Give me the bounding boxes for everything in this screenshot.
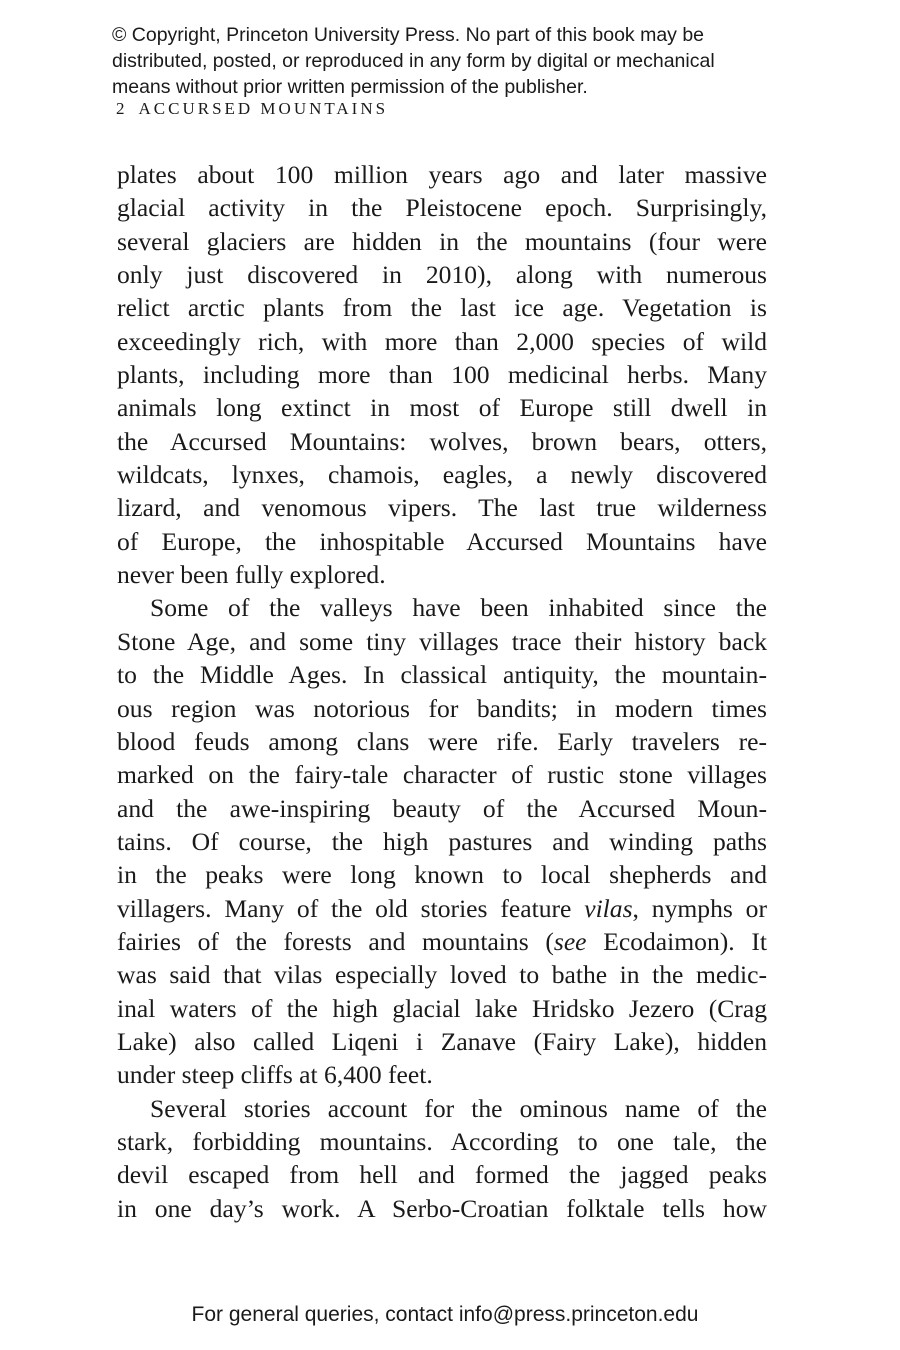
text-line: Stone Age, and some tiny villages trace their history back bbox=[117, 626, 767, 656]
text-line: glacial activity in the Pleistocene epoch. Surprisingly, bbox=[117, 193, 767, 223]
text-line: exceedingly rich, with more than 2,000 species of wild bbox=[117, 326, 767, 356]
running-head-title: ACCURSED MOUNTAINS bbox=[138, 99, 389, 118]
text-line: was said that vilas especially loved to bathe in the medic- bbox=[117, 960, 767, 990]
text-line: Several stories account for the ominous name of the bbox=[150, 1093, 767, 1123]
text-line: the Accursed Mountains: wolves, brown bears, otters, bbox=[117, 426, 767, 456]
footer-contact: For general queries, contact info@press.princeton.edu bbox=[191, 1303, 699, 1326]
text-segment: Ecodaimon). It bbox=[586, 926, 767, 956]
text-line: to the Middle Ages. In classical antiquity, the mountain- bbox=[117, 660, 767, 690]
text-line: Some of the valleys have been inhabited since the bbox=[150, 593, 767, 623]
italic-term: vilas bbox=[584, 893, 633, 923]
text-line: several glaciers are hidden in the mountains (four were bbox=[117, 226, 767, 256]
copyright-notice bbox=[112, 22, 812, 100]
text-line: animals long extinct in most of Europe still dwell in bbox=[117, 393, 767, 423]
paragraph-3 bbox=[117, 1092, 767, 1225]
text-line: inal waters of the high glacial lake Hridsko Jezero (Crag bbox=[117, 993, 767, 1023]
text-line: stark, forbidding mountains. According to one tale, the bbox=[117, 1126, 767, 1156]
paragraph-1 bbox=[117, 158, 767, 591]
text-line: marked on the fairy-tale character of rustic stone villages bbox=[117, 760, 767, 790]
text-line: in one day’s work. A Serbo-Croatian folktale tells how bbox=[117, 1193, 767, 1223]
text-line: blood feuds among clans were rife. Early travelers re- bbox=[117, 726, 767, 756]
text-line: only just discovered in 2010), along with numerous bbox=[117, 260, 767, 290]
text-line: tains. Of course, the high pastures and winding paths bbox=[117, 826, 767, 856]
text-line: Lake) also called Liqeni i Zanave (Fairy Lake), hidden bbox=[117, 1026, 767, 1056]
running-head bbox=[116, 99, 388, 119]
text-segment: , nymphs or bbox=[632, 893, 767, 923]
text-line bbox=[117, 892, 767, 925]
text-line: never been fully explored. bbox=[117, 560, 386, 590]
text-line: in the peaks were long known to local shepherds and bbox=[117, 860, 767, 890]
text-line: relict arctic plants from the last ice age. Vegetation is bbox=[117, 293, 767, 323]
text-line: of Europe, the inhospitable Accursed Mountains have bbox=[117, 526, 767, 556]
text-line: devil escaped from hell and formed the jagged peaks bbox=[117, 1160, 767, 1190]
text-line bbox=[117, 925, 767, 958]
text-line: lizard, and venomous vipers. The last true wilderness bbox=[117, 493, 767, 523]
text-line: wildcats, lynxes, chamois, eagles, a newly discovered bbox=[117, 460, 767, 490]
page-number: 2 bbox=[116, 99, 125, 118]
text-line: ous region was notorious for bandits; in modern times bbox=[117, 693, 767, 723]
paragraph-2 bbox=[117, 591, 767, 1091]
text-line: plates about 100 million years ago and later massive bbox=[117, 160, 767, 189]
text-line: and the awe-inspiring beauty of the Accursed Moun- bbox=[117, 793, 767, 823]
body-text bbox=[117, 158, 767, 1225]
copyright-line: © Copyright, Princeton University Press. No part of this book may be bbox=[112, 24, 705, 46]
text-line: plants, including more than 100 medicinal herbs. Many bbox=[117, 360, 767, 390]
text-segment: fairies of the forests and mountains ( bbox=[117, 926, 554, 956]
text-segment: villagers. Many of the old stories feature bbox=[117, 893, 585, 923]
cross-reference-see: see bbox=[553, 926, 587, 956]
copyright-line: means without prior written permission of the publisher. bbox=[112, 76, 588, 98]
text-line: under steep cliffs at 6,400 feet. bbox=[117, 1060, 433, 1090]
copyright-line: distributed, posted, or reproduced in any form by digital or mechanical bbox=[112, 50, 715, 72]
